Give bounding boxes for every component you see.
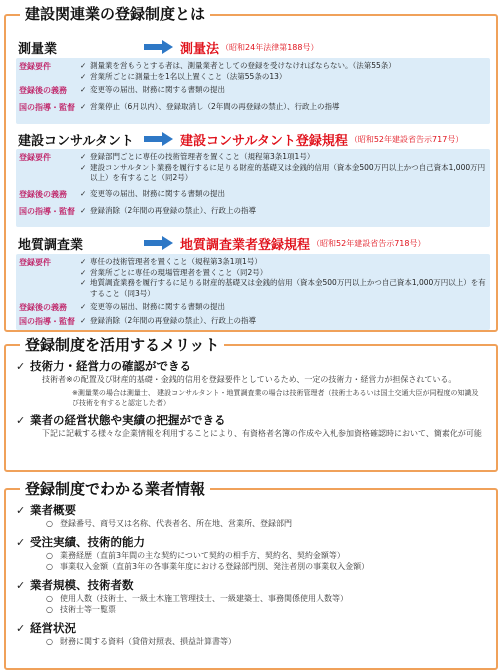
regulation-note: （昭和52年建設省告示718号）	[312, 238, 426, 248]
row-supervision	[16, 316, 490, 327]
check-icon: ✓	[80, 206, 87, 215]
list-item: ✓ 営業停止（6月以内）、登録取消し（2年間の再登録の禁止）、行政上の指導	[80, 102, 340, 111]
business-info-list	[16, 503, 488, 647]
arrow-right-icon	[144, 236, 174, 250]
list-item: ✓ 登録消除（2年間の再登録の禁止）、行政上の指導	[80, 206, 257, 215]
business-name: 測量業	[18, 41, 58, 57]
circle-bullet-icon: ○	[46, 551, 53, 560]
check-icon: ✓	[80, 102, 87, 111]
row-requirements	[16, 152, 490, 184]
law-row-surveying	[18, 36, 488, 58]
business-info-box	[4, 480, 498, 670]
info-item: ○ 技術士等一覧票	[46, 605, 116, 614]
check-icon: ✓	[16, 622, 26, 635]
row-label: 登録要件	[19, 153, 51, 162]
list-item: ✓ 営業所ごとに専任の現場管理者を置くこと（同2号）	[80, 267, 268, 277]
row-obligations	[16, 302, 490, 313]
merits-list	[16, 359, 488, 439]
check-icon: ✓	[80, 267, 87, 277]
list-item: ✓ 営業所ごとに測量士を1名以上置くこと（法第55条の13）	[80, 71, 287, 81]
info-heading: ✓ 業者概要	[16, 503, 76, 517]
circle-bullet-icon: ○	[46, 519, 53, 528]
law-row-consultant	[18, 128, 488, 150]
check-icon: ✓	[80, 278, 87, 287]
list-item: ✓ 建設コンサルタント業務を履行するに足りる財産的基礎又は金銭的信用（資本金500万円以上かつ自己資本1,000万円以上）を有すること（同2号）	[80, 162, 486, 182]
regulation-name: 測量法	[180, 41, 220, 57]
section3-title: 登録制度でわかる業者情報	[20, 480, 210, 498]
regulation-name: 建設コンサルタント登録規程	[180, 133, 348, 149]
check-icon: ✓	[80, 189, 87, 198]
info-heading: ✓ 受注実績、技術的能力	[16, 535, 145, 549]
circle-bullet-icon: ○	[46, 594, 53, 603]
circle-bullet-icon: ○	[46, 605, 53, 614]
row-obligations	[16, 85, 490, 96]
regulation-note: （昭和24年法律第188号）	[221, 42, 319, 52]
info-item: ○ 使用人数（技術士、一級土木施工管理技士、一級建築士、事務関係使用人数等）	[46, 594, 348, 603]
list-item: ✓ 登録消除（2年間の再登録の禁止）、行政上の指導	[80, 316, 257, 325]
list-item: ✓ 変更等の届出、財務に関する書類の提出	[80, 189, 225, 198]
list-item: ✓ 変更等の届出、財務に関する書類の提出	[80, 302, 225, 311]
row-label: 登録要件	[19, 62, 51, 71]
row-supervision	[16, 102, 490, 113]
merit-body: 技術者※の配置及び財産的基礎・金銭的信用を登録要件としているため、一定の技術力・経営力が担保されている。	[42, 375, 457, 384]
row-requirements	[16, 61, 490, 82]
merit-heading: ✓ 業者の経営状態や実績の把握ができる	[16, 413, 226, 427]
check-icon: ✓	[80, 257, 87, 266]
row-label: 国の指導・監督	[19, 103, 75, 112]
circle-bullet-icon: ○	[46, 637, 53, 646]
row-label: 登録後の義務	[19, 190, 67, 199]
check-icon: ✓	[16, 360, 26, 373]
list-item: ✓ 地質調査業務を履行するに足りる財産的基礎又は金銭的信用（資本金500万円以上かつ自己資本1,000万円以上）を有すること（同3号）	[80, 278, 486, 298]
check-icon: ✓	[16, 504, 26, 517]
row-label: 国の指導・監督	[19, 207, 75, 216]
row-label: 登録後の義務	[19, 303, 67, 312]
row-supervision	[16, 206, 490, 217]
list-item: ✓ 測量業を営もうとする者は、測量業者としての登録を受けなければならない。（法第55条）	[80, 61, 396, 70]
row-requirements	[16, 257, 490, 299]
requirements-panel-geological	[16, 254, 490, 330]
section1-title: 建設関連業の登録制度とは	[20, 5, 210, 23]
info-item: ○ 財務に関する資料（貸借対照表、損益計算書等）	[46, 637, 236, 646]
section2-title: 登録制度を活用するメリット	[20, 336, 224, 354]
law-row-geological	[18, 232, 488, 254]
check-icon: ✓	[80, 162, 87, 172]
row-label: 登録要件	[19, 258, 51, 267]
check-icon: ✓	[80, 85, 87, 94]
arrow-right-icon	[144, 40, 174, 54]
list-item: ✓ 専任の技術管理者を置くこと（規程第3条1項1号）	[80, 257, 262, 266]
info-heading: ✓ 経営状況	[16, 621, 76, 635]
info-heading: ✓ 業者規模、技術者数	[16, 578, 134, 592]
merit-body: 下記に記載する様々な企業情報を利用することにより、有資格者名簿の作成や入札参加資格確認時において、簡素化が可能	[42, 429, 482, 438]
check-icon: ✓	[80, 61, 87, 70]
check-icon: ✓	[80, 316, 87, 325]
business-name: 地質調査業	[18, 237, 84, 253]
regulation-note: （昭和52年建設省告示717号）	[349, 134, 464, 144]
merit-heading: ✓ 技術力・経営力の確認ができる	[16, 359, 191, 373]
merit-note: ※測量業の場合は測量士、 建設コンサルタント・地質調査業の場合は技術管理者（技術士あるいは国土交通大臣が同程度の知識及び技術を有すると認定した者）	[72, 389, 479, 407]
info-item: ○ 登録番号、商号又は名称、代表者名、所在地、営業所、登録部門	[46, 519, 292, 528]
requirements-panel-surveying	[16, 58, 490, 124]
info-item: ○ 業務経歴（直前3年間の主な契約について契約の相手方、契約名、契約金額等）	[46, 551, 345, 560]
business-name: 建設コンサルタント	[18, 133, 134, 149]
check-icon: ✓	[80, 152, 87, 161]
row-label: 国の指導・監督	[19, 317, 75, 326]
merits-box	[4, 336, 498, 472]
registration-system-box	[4, 5, 498, 332]
circle-bullet-icon: ○	[46, 562, 53, 571]
list-item: ✓ 登録部門ごとに専任の技術管理者を置くこと（規程第3条1項1号）	[80, 152, 315, 161]
check-icon: ✓	[80, 71, 87, 81]
row-label: 登録後の義務	[19, 86, 67, 95]
arrow-right-icon	[144, 132, 174, 146]
check-icon: ✓	[80, 302, 87, 311]
info-item: ○ 事業収入金額（直前3年の各事業年度における登録部門別、発注者別の事業収入金額）	[46, 562, 370, 571]
check-icon: ✓	[16, 414, 26, 427]
requirements-panel-consultant	[16, 149, 490, 227]
list-item: ✓ 変更等の届出、財務に関する書類の提出	[80, 85, 225, 94]
check-icon: ✓	[16, 536, 26, 549]
check-icon: ✓	[16, 579, 26, 592]
row-obligations	[16, 189, 490, 200]
regulation-name: 地質調査業者登録規程	[180, 237, 311, 253]
